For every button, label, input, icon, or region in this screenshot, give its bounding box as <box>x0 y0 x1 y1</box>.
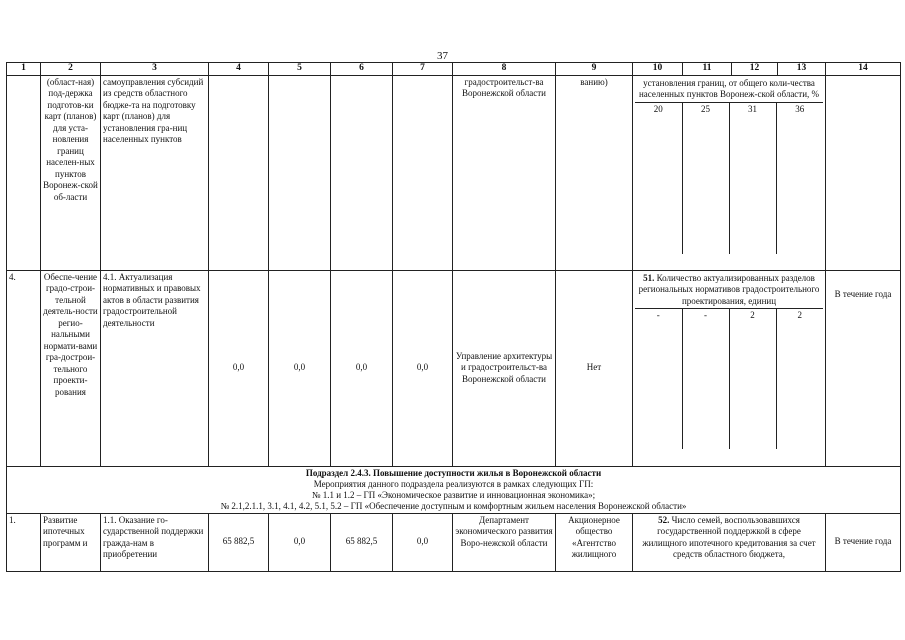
activity-name: 1.1. Оказание го-сударственной поддержки гражда-нам в приобретении <box>101 513 209 571</box>
measure-name: (област-ная) под-держка подготов-ки карт (планов) для уста-новления границ населен-ных пунктов Воронеж-ской об-ласти <box>41 75 101 270</box>
indicator-text <box>633 513 826 571</box>
indicator-block <box>633 75 826 270</box>
indicator-value: 2 <box>729 309 776 449</box>
funding-value: 65 882,5 <box>209 513 269 571</box>
indicator-label: Количество актуализированных разделов региональных нормативов градостроительного проектирования, единиц <box>638 272 820 306</box>
indicator-number: 52. <box>658 514 670 525</box>
col-header: 14 <box>826 63 901 76</box>
participant: ванию) <box>556 75 633 270</box>
page-number: 37 <box>437 50 448 62</box>
measure-name: Обеспе-чение градо-строи-тельной деятель-ности регио-нальными нормати-вами гра-дострои-тельного проекти-рования <box>41 270 101 466</box>
indicator-value: 36 <box>776 102 823 254</box>
row-number: 4. <box>7 270 41 466</box>
col-header: 4 <box>209 63 269 76</box>
term: В течение года <box>826 513 901 571</box>
col-header: 13 <box>778 63 826 76</box>
col-header: 7 <box>393 63 453 76</box>
activity-name: 4.1. Актуализация нормативных и правовых актов в области развития градостроительной деятельности <box>101 270 209 466</box>
indicator-text <box>635 272 823 309</box>
funding-value: 0,0 <box>269 270 331 466</box>
col-header: 2 <box>41 63 101 76</box>
col-header: 11 <box>683 63 732 76</box>
indicator-value: 31 <box>729 102 776 254</box>
indicator-label: Число семей, воспользовавшихся государственной поддержкой в сфере жилищного ипотечного кредитования за счет средств областного бюджета, <box>642 514 816 559</box>
section-note: № 1.1 и 1.2 – ГП «Экономическое развитие и инновационная экономика»; <box>311 489 596 500</box>
column-number-row <box>7 63 901 76</box>
funding-value: 0,0 <box>393 270 453 466</box>
indicator-block <box>633 270 826 466</box>
section-row <box>7 466 901 513</box>
indicator-value: - <box>635 309 682 449</box>
funding-value: 0,0 <box>269 513 331 571</box>
col-header: 1 <box>7 63 41 76</box>
table-row <box>7 513 901 571</box>
col-header: 9 <box>556 63 633 76</box>
section-title: Подраздел 2.4.3. Повышение доступности жилья в Воронежской области <box>305 467 602 478</box>
participant: Акционерное общество «Агентство жилищного <box>556 513 633 571</box>
indicator-value: 2 <box>776 309 823 449</box>
term: В течение года <box>826 270 901 466</box>
section-note: № 2.1,2.1.1, 3.1, 4.1, 4.2, 5.1, 5.2 – ГП «Обеспечение доступным и комфортным жильем населения Воронежской области» <box>220 500 687 511</box>
indicator-text: установления границ, от общего коли-чества населенных пунктов Воронеж-ской области, % <box>638 77 820 99</box>
indicator-value: 25 <box>682 102 729 254</box>
funding-value: 65 882,5 <box>331 513 393 571</box>
col-header: 8 <box>453 63 556 76</box>
program-table <box>6 62 901 572</box>
funding-value: 0,0 <box>209 270 269 466</box>
indicator-number: 51. <box>643 272 655 283</box>
measure-name: Развитие ипотечных программ и <box>41 513 101 571</box>
executor: Департамент экономического развития Воро-нежской области <box>453 513 556 571</box>
table-row <box>7 75 901 270</box>
indicator-value: 20 <box>635 102 682 254</box>
col-header: 12 <box>732 63 778 76</box>
col-header: 3 <box>101 63 209 76</box>
col-header: 5 <box>269 63 331 76</box>
col-header: 10 <box>633 63 683 76</box>
funding-value: 0,0 <box>331 270 393 466</box>
indicator-value: - <box>682 309 729 449</box>
funding-value: 0,0 <box>393 513 453 571</box>
executor: градостроительст-ва Воронежской области <box>453 75 556 270</box>
section-note: Мероприятия данного подраздела реализуются в рамках следующих ГП: <box>313 478 594 489</box>
executor: Управление архитектуры и градостроительст-ва Воронежской области <box>453 270 556 466</box>
row-number: 1. <box>7 513 41 571</box>
activity-name: самоуправления субсидий из средств областного бюдже-та на подготовку карт (планов) для установления гра-ниц населенных пунктов <box>101 75 209 270</box>
participant: Нет <box>556 270 633 466</box>
table-row <box>7 270 901 466</box>
col-header: 6 <box>331 63 393 76</box>
